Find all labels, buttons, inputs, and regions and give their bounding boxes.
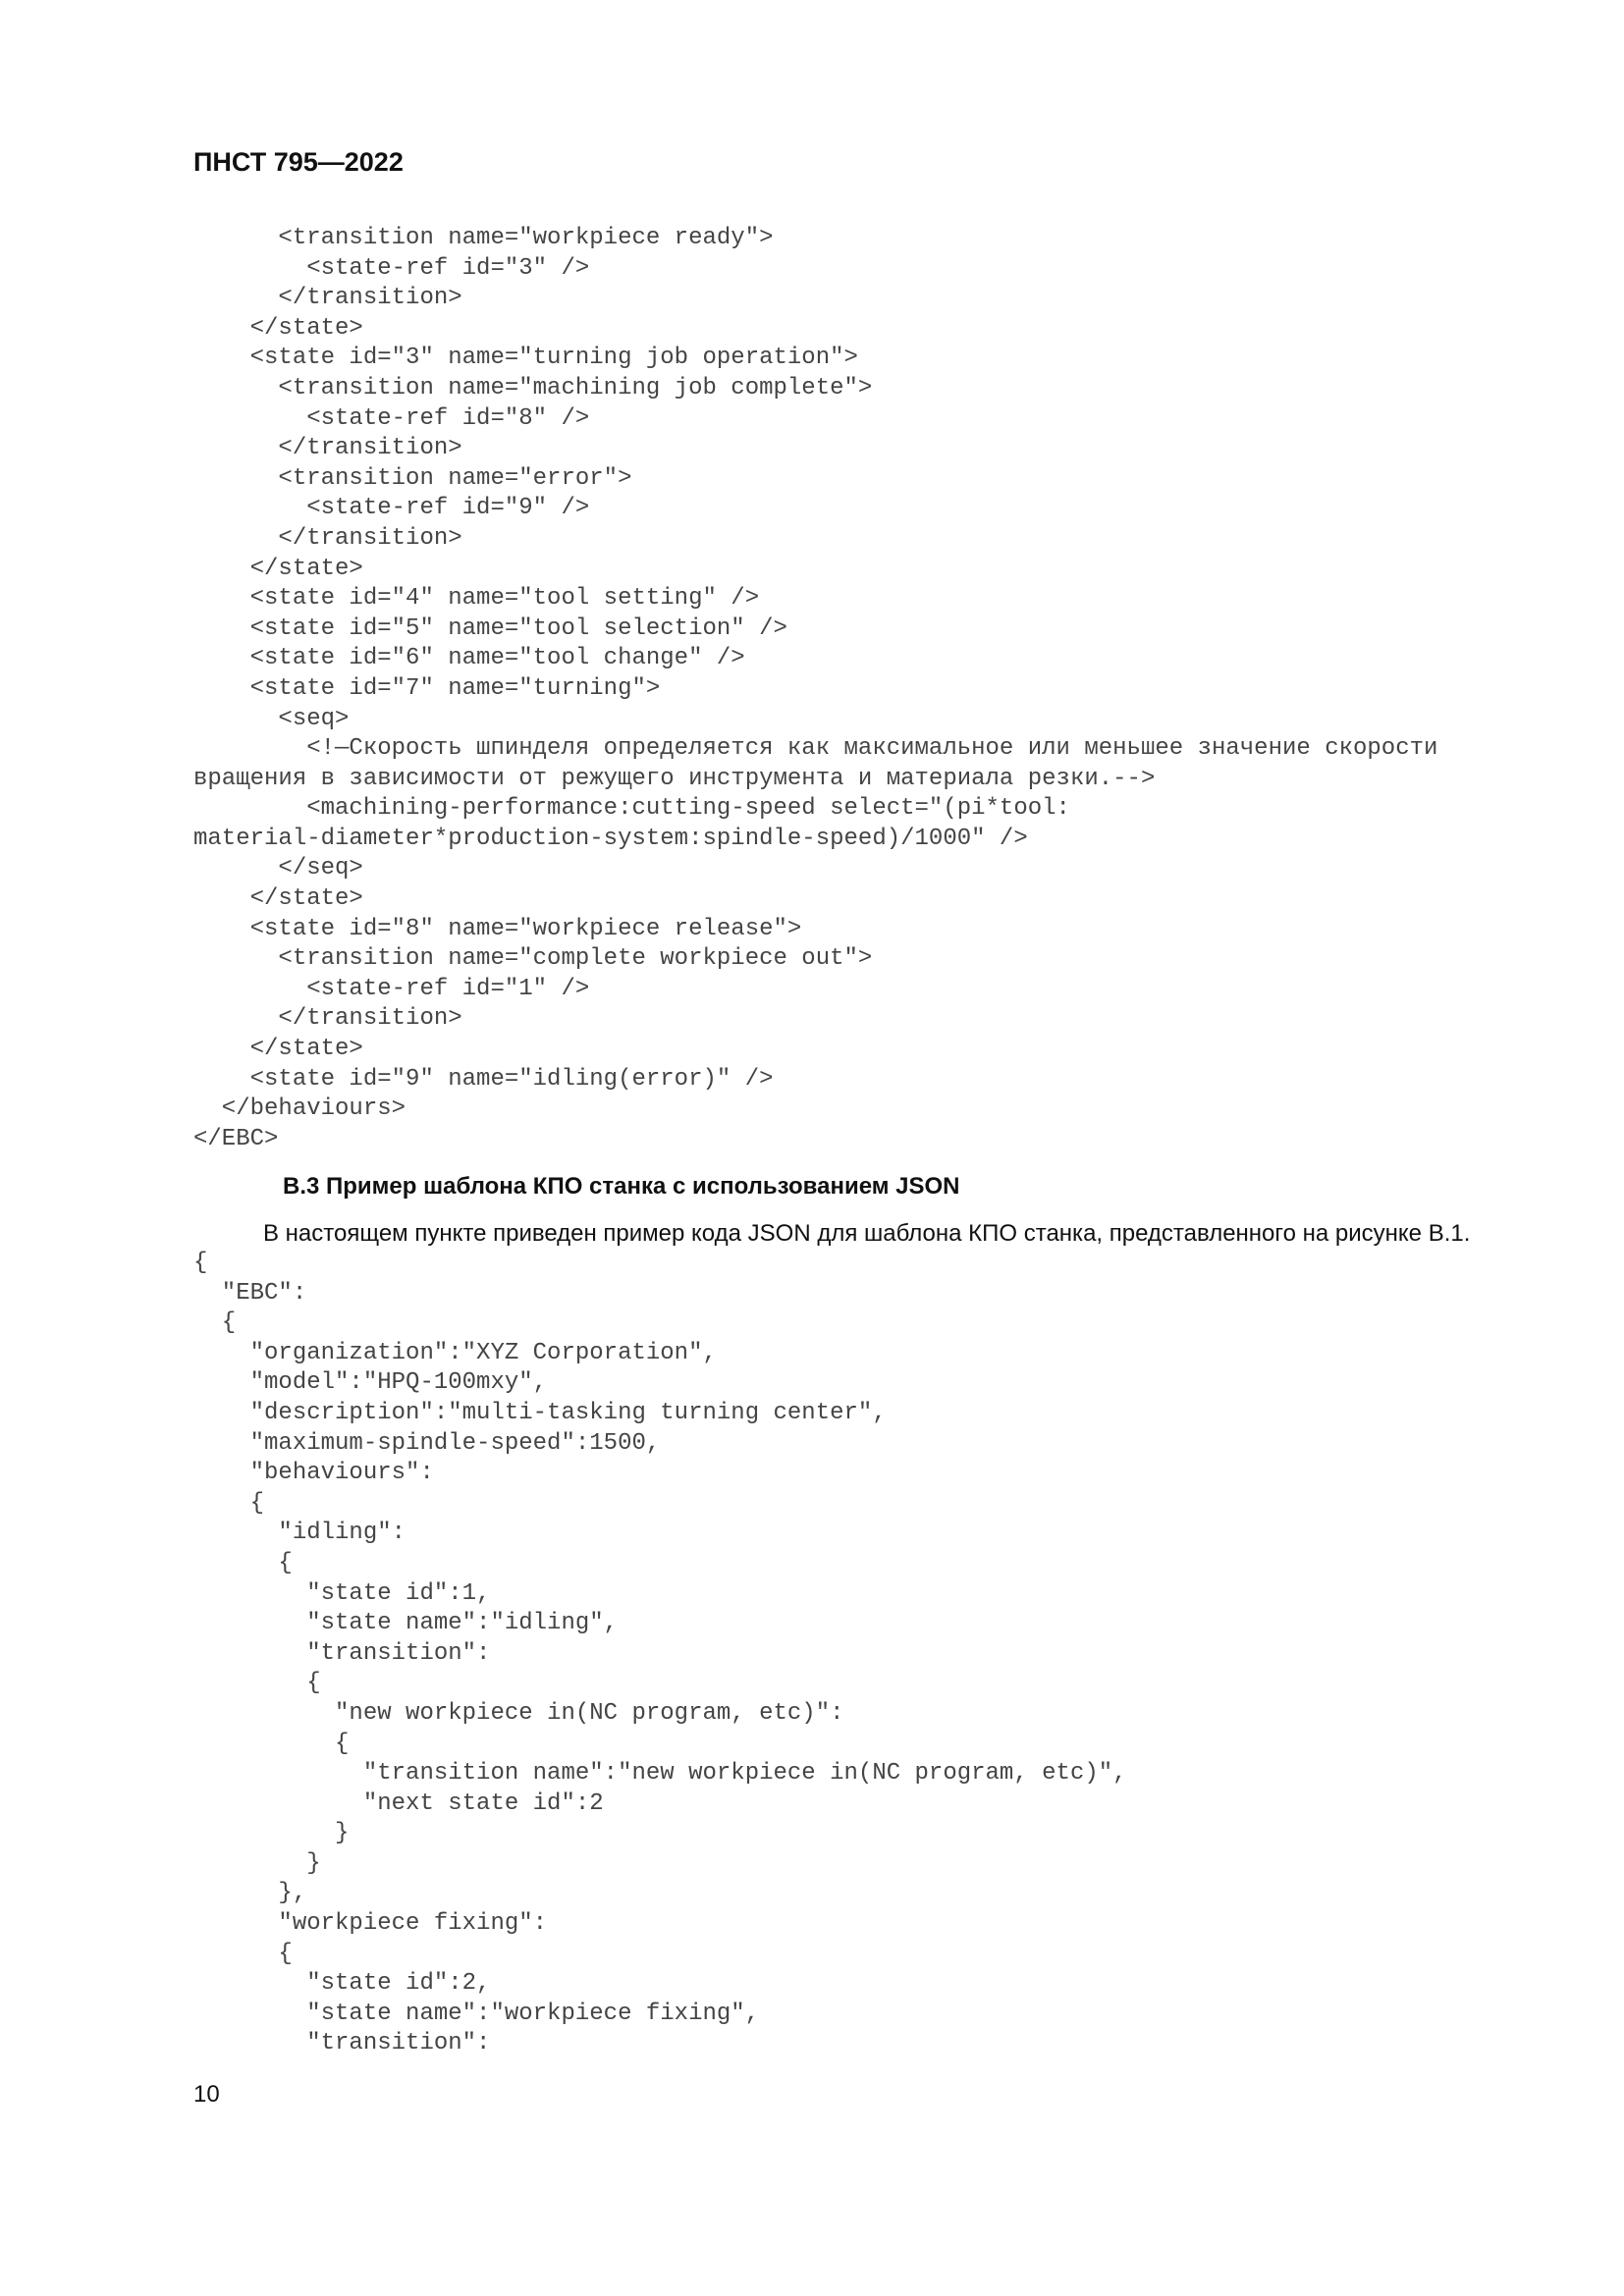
- code-line: {: [193, 1670, 321, 1697]
- code-line: "next state id":2: [193, 1789, 604, 1817]
- code-line: </seq>: [193, 855, 363, 882]
- code-line: {: [193, 1489, 265, 1517]
- code-line: "state id":2,: [193, 1970, 491, 1998]
- code-line: {: [193, 1940, 293, 1967]
- code-line: "maximum-spindle-speed":1500,: [193, 1429, 661, 1457]
- code-line: "transition":: [193, 2030, 491, 2057]
- code-line: {: [193, 1250, 208, 1276]
- code-line: <state id="5" name="tool selection" />: [193, 614, 787, 642]
- code-line: "transition":: [193, 1639, 491, 1667]
- code-line: </state>: [193, 314, 363, 342]
- code-line: <transition name="error">: [193, 464, 632, 492]
- code-line: "transition name":"new workpiece in(NC program, etc)",: [193, 1760, 1127, 1788]
- code-line: "description":"multi-tasking turning center",: [193, 1399, 887, 1426]
- code-line: </transition>: [193, 285, 462, 312]
- code-line: <state-ref id="3" />: [193, 254, 590, 282]
- code-line: }: [193, 1849, 321, 1877]
- section-heading: В.3 Пример шаблона КПО станка с использованием JSON: [283, 1173, 960, 1200]
- code-line: </transition>: [193, 435, 462, 462]
- code-line: },: [193, 1880, 307, 1907]
- page-number: 10: [193, 2081, 220, 2108]
- code-line: <state id="4" name="tool setting" />: [193, 585, 760, 613]
- code-line: </EBC>: [193, 1125, 279, 1152]
- code-line: </transition>: [193, 524, 462, 552]
- document-header: ПНСТ 795—2022: [193, 147, 404, 177]
- code-line: <state id="7" name="turning">: [193, 674, 661, 702]
- code-line: "behaviours":: [193, 1460, 434, 1487]
- code-line: "new workpiece in(NC program, etc)":: [193, 1699, 844, 1727]
- section-paragraph: В настоящем пункте приведен пример кода JSON для шаблона КПО станка, представленного на рисунке В.1.: [263, 1220, 1471, 1247]
- code-line: вращения в зависимости от режущего инструмента и материала резки.-->: [193, 765, 1156, 792]
- code-line: <state id="9" name="idling(error)" />: [193, 1065, 774, 1093]
- code-line: </behaviours>: [193, 1095, 406, 1123]
- code-line: {: [193, 1730, 350, 1757]
- code-line: "state name":"idling",: [193, 1610, 619, 1637]
- code-line: "EBC":: [193, 1279, 307, 1307]
- code-line: </state>: [193, 1036, 363, 1063]
- code-line: <state id="3" name="turning job operation">: [193, 345, 858, 372]
- code-line: <state-ref id="1" />: [193, 975, 590, 1002]
- code-line: </state>: [193, 885, 363, 913]
- xml-code-listing: [193, 224, 1437, 1154]
- code-line: {: [193, 1549, 293, 1576]
- code-line: <machining-performance:cutting-speed select="(pi*tool:: [193, 795, 1070, 823]
- code-line: <transition name="workpiece ready">: [193, 225, 774, 251]
- code-line: "state name":"workpiece fixing",: [193, 2000, 760, 2027]
- code-line: <state id="6" name="tool change" />: [193, 645, 745, 672]
- code-line: "state id":1,: [193, 1579, 491, 1607]
- json-code-listing: [193, 1249, 1127, 2059]
- code-line: <seq>: [193, 705, 350, 732]
- code-line: <state id="8" name="workpiece release">: [193, 915, 802, 942]
- code-line: {: [193, 1309, 237, 1337]
- code-line: </transition>: [193, 1005, 462, 1033]
- code-line: "organization":"XYZ Corporation",: [193, 1339, 717, 1366]
- code-line: material-diameter*production-system:spindle-speed)/1000" />: [193, 825, 1028, 852]
- code-line: <transition name="machining job complete">: [193, 374, 873, 401]
- code-line: </state>: [193, 555, 363, 582]
- code-line: "idling":: [193, 1520, 406, 1547]
- code-line: "workpiece fixing":: [193, 1910, 548, 1938]
- code-line: <state-ref id="9" />: [193, 495, 590, 522]
- code-line: <transition name="complete workpiece out">: [193, 945, 873, 973]
- code-line: <!—Скорость шпинделя определяется как максимальное или меньшее значение скорости: [193, 735, 1438, 763]
- code-line: }: [193, 1820, 350, 1847]
- code-line: <state-ref id="8" />: [193, 404, 590, 432]
- code-line: "model":"HPQ-100mxy",: [193, 1369, 548, 1397]
